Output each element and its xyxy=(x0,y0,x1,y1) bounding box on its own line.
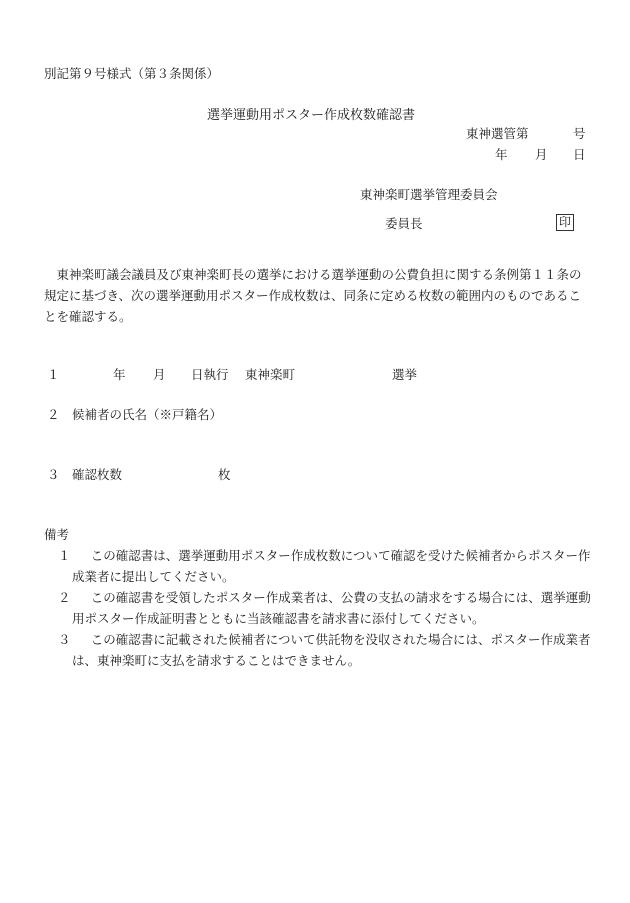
item1-election: 選挙 xyxy=(392,367,418,382)
item1-month: 月 xyxy=(153,367,166,382)
item1-town: 東神楽町 xyxy=(245,367,296,382)
statement-block xyxy=(44,264,589,327)
date-day: 日 xyxy=(573,147,586,162)
item3-number: ３ xyxy=(47,467,60,482)
issuer-committee: 東神楽町選挙管理委員会 xyxy=(360,187,498,202)
statement-text: 東神楽町議会議員及び東神楽町長の選挙における選挙運動の公費負担に関する条例第１１条の規定に基づき、次の選挙運動用ポスター作成枚数は、同条に定める枚数の範囲内のものであることを確認する。 xyxy=(44,267,582,324)
date-year: 年 xyxy=(495,147,508,162)
date-month: 月 xyxy=(535,147,548,162)
remark-item-3 xyxy=(44,629,592,671)
remark-item-2 xyxy=(44,587,592,629)
remark-number: ２ xyxy=(58,590,71,605)
remark-item-1 xyxy=(44,545,592,587)
remarks-list xyxy=(44,545,592,671)
item3-count-label: 確認枚数 xyxy=(72,467,123,482)
item2-number: ２ xyxy=(47,407,60,422)
remark-text: この確認書は、選挙運動用ポスター作成枚数について確認を受けた候補者からポスター作成業者に提出してください。 xyxy=(72,548,591,584)
seal-mark xyxy=(556,214,574,231)
item2-candidate-name-label: 候補者の氏名（※戸籍名） xyxy=(72,407,223,422)
remark-number: １ xyxy=(58,548,71,563)
remark-text: この確認書を受領したポスター作成業者は、公費の支払の請求をする場合には、選挙運動用ポスター作成証明書とともに当該確認書を請求書に添付してください。 xyxy=(72,590,591,626)
remark-number: ３ xyxy=(58,632,71,647)
item1-number: １ xyxy=(47,367,60,382)
remark-text: この確認書に記載された候補者について供託物を没収された場合には、ポスター作成業者は、東神楽町に支払を請求することはできません。 xyxy=(72,632,591,668)
doc-ref-prefix: 東神選管第 xyxy=(466,126,529,141)
document-title: 選挙運動用ポスター作成枚数確認書 xyxy=(207,108,416,123)
form-number: 別記第９号様式（第３条関係） xyxy=(44,66,220,81)
seal-label: 印 xyxy=(556,214,574,231)
issuer-chair-title: 委員長 xyxy=(385,216,423,231)
doc-ref-number-suffix: 号 xyxy=(573,126,586,141)
item3-unit: 枚 xyxy=(218,467,231,482)
item1-day-exec: 日執行 xyxy=(191,367,229,382)
remarks-heading: 備考 xyxy=(44,527,70,542)
item1-year: 年 xyxy=(113,367,126,382)
